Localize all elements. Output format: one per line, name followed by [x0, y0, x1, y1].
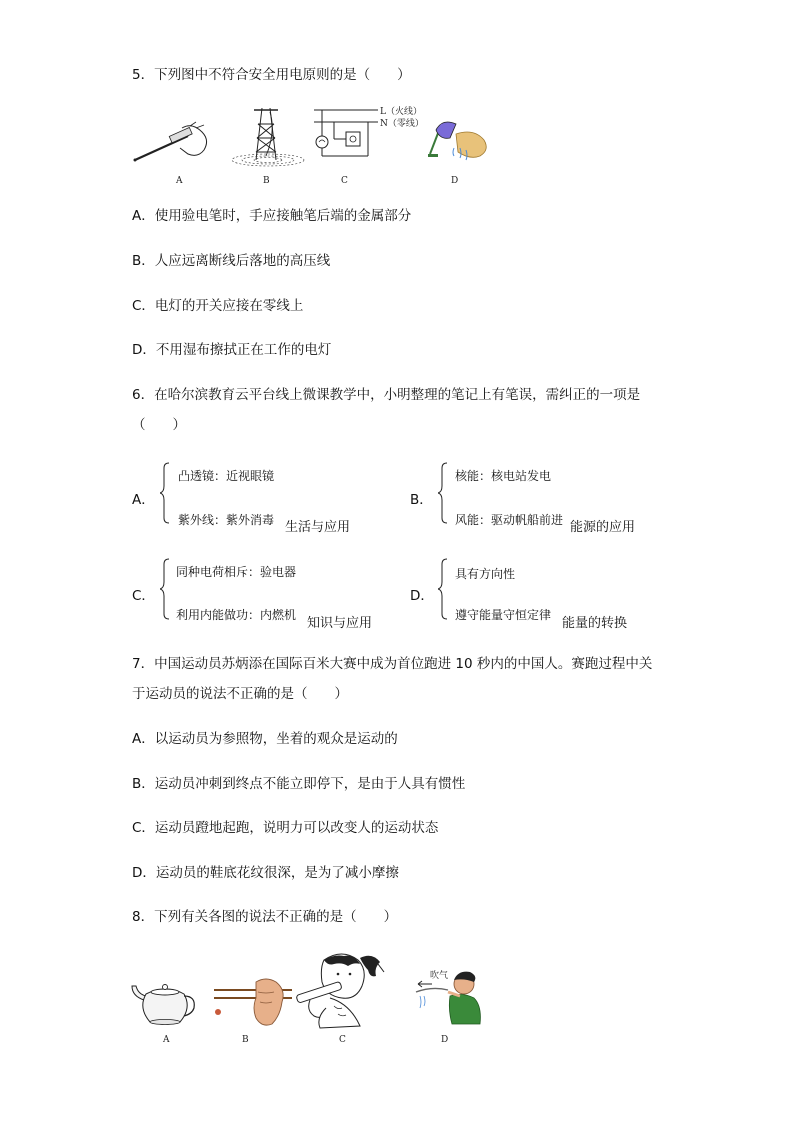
- q6-option-a-top: 凸透镜：近视眼镜: [178, 469, 275, 483]
- q5-caption-c: C: [341, 176, 348, 186]
- q7-option-d: D．运动员的鞋底花纹很深，是为了减小摩擦: [132, 865, 399, 881]
- q8-stem: 8．下列有关各图的说法不正确的是（ ）: [132, 909, 398, 925]
- q6-option-a-letter: A．: [132, 492, 155, 508]
- q8-caption-a: A: [163, 1035, 170, 1045]
- q8-figure-d-boy-blowing: [412, 966, 488, 1032]
- q5-stem: 5．下列图中不符合安全用电原则的是（ ）: [132, 67, 411, 83]
- q7-option-a: A．以运动员为参照物，坐着的观众是运动的: [132, 731, 398, 747]
- q7-option-c: C．运动员蹬地起跑，说明力可以改变人的运动状态: [132, 820, 439, 836]
- q5-figure-d-wet-cloth-lamp: [424, 114, 496, 172]
- q5-wire-label-l: L（火线）: [380, 107, 422, 117]
- q5-caption-a: A: [176, 176, 183, 186]
- q5-caption-b: B: [263, 176, 270, 186]
- q5-option-c: C．电灯的开关应接在零线上: [132, 298, 304, 314]
- q6-option-b-bottom: 风能：驱动帆船前进: [455, 513, 564, 527]
- q6-stem-line2: （ ）: [132, 417, 186, 433]
- q6-option-b-title: 能源的应用: [570, 520, 636, 535]
- q5-wire-label-n: N（零线）: [380, 119, 424, 129]
- q5-caption-d: D: [451, 176, 459, 186]
- q6-option-d-letter: D．: [410, 588, 434, 604]
- q7-stem-line1: 7．中国运动员苏炳添在国际百米大赛中成为首位跑进 10 秒内的中国人。赛跑过程中关: [132, 656, 653, 672]
- q6-option-b-top: 核能：核电站发电: [455, 469, 552, 483]
- q6-option-d-title: 能量的转换: [562, 616, 628, 631]
- q6-stem-line1: 6．在哈尔滨教育云平台线上微课教学中，小明整理的笔记上有笔误，需纠正的一项是: [132, 387, 641, 403]
- q6-option-c-brace: [160, 558, 169, 620]
- q8-blow-label: 吹气: [430, 971, 449, 981]
- q6-option-a-brace: [160, 462, 169, 524]
- q6-option-c-title: 知识与应用: [307, 616, 373, 631]
- q6-option-d-top: 具有方向性: [455, 567, 516, 581]
- q8-figure-c-girl-flute: [290, 950, 390, 1034]
- q5-option-d: D．不用湿布擦拭正在工作的电灯: [132, 342, 332, 358]
- q8-caption-b: B: [242, 1035, 249, 1045]
- q6-option-b-brace: [438, 462, 447, 524]
- q6-option-d-brace: [438, 558, 447, 620]
- q8-caption-d: D: [441, 1035, 449, 1045]
- q8-figure-a-teapot: [130, 976, 200, 1032]
- q6-option-c-bottom: 利用内能做功：内燃机: [176, 608, 297, 622]
- q8-figure-b-chopsticks: [212, 972, 294, 1032]
- q6-option-b-letter: B．: [410, 492, 433, 508]
- q5-figure-b-high-voltage-line: [228, 104, 312, 174]
- q5-figure-a-test-pen: [130, 118, 220, 172]
- q6-option-d-bottom: 遵守能量守恒定律: [455, 608, 552, 622]
- q6-option-a-title: 生活与应用: [285, 520, 351, 535]
- q6-option-a-bottom: 紫外线：紫外消毒: [178, 513, 275, 527]
- q7-option-b: B．运动员冲刺到终点不能立即停下，是由于人具有惯性: [132, 776, 466, 792]
- q5-figure-c-lamp-circuit: [312, 106, 378, 170]
- q5-option-a: A．使用验电笔时，手应接触笔后端的金属部分: [132, 208, 412, 224]
- q7-stem-line2: 于运动员的说法不正确的是（ ）: [132, 686, 348, 702]
- q8-caption-c: C: [339, 1035, 346, 1045]
- q5-option-b: B．人应远离断线后落地的高压线: [132, 253, 331, 269]
- q6-option-c-letter: C．: [132, 588, 155, 604]
- q6-option-c-top: 同种电荷相斥：验电器: [176, 565, 297, 579]
